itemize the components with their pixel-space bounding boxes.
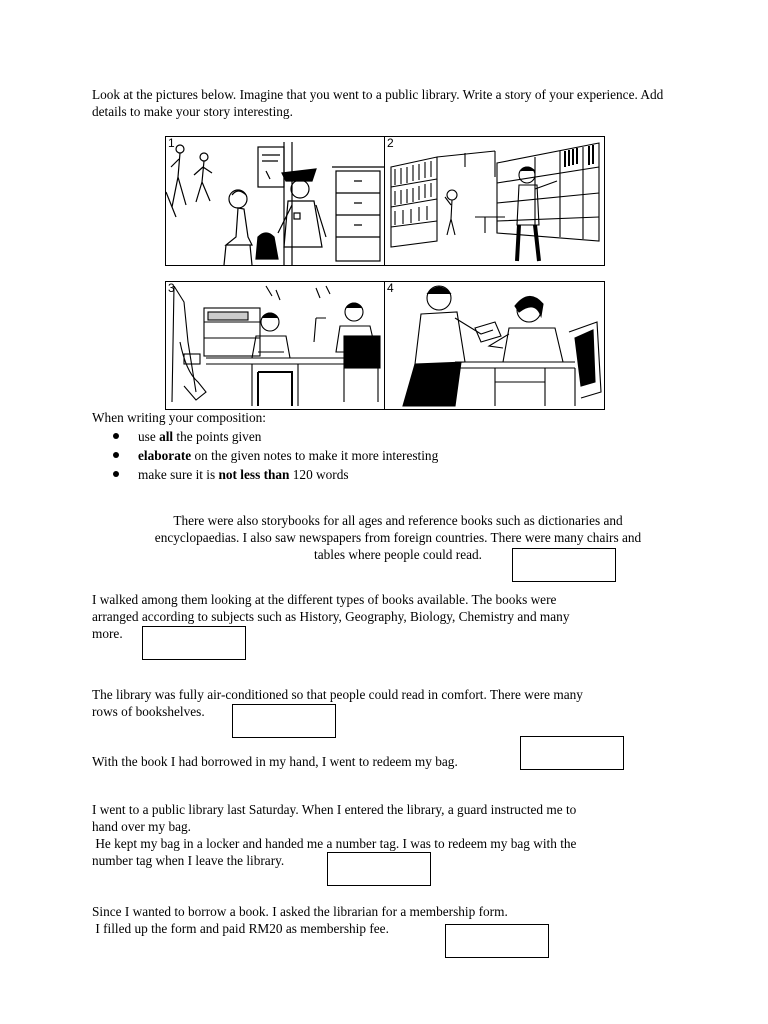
bullet-dot-icon [113, 471, 119, 477]
bullet-text: use [138, 429, 160, 444]
paragraph-line: The library was fully air-conditioned so that people could read in comfort. There were many [92, 687, 583, 702]
paragraph-line: Since I wanted to borrow a book. I asked the librarian for a membership form. [92, 904, 508, 919]
panel-number-1: 1 [168, 136, 175, 150]
bookshelves-illustration [385, 137, 604, 265]
picture-panel-4 [384, 281, 605, 410]
answer-box-3[interactable] [232, 704, 336, 738]
notes-list [92, 427, 438, 484]
panel-number-2: 2 [387, 136, 394, 150]
paragraph-line: arranged according to subjects such as History, Geography, Biology, Chemistry and many [92, 609, 570, 624]
answer-box-4[interactable] [520, 736, 624, 770]
paragraph-line: number tag when I leave the library. [92, 853, 285, 868]
guard-entrance-illustration [166, 137, 385, 265]
paragraph-line: encyclopaedias. I also saw newspapers from foreign countries. There were many chairs and [154, 530, 642, 545]
answer-box-1[interactable] [512, 548, 616, 582]
story-paragraph-6 [92, 903, 692, 937]
bullet-bold-text: elaborate [138, 448, 192, 463]
bullet-bold-text: not less than [218, 467, 290, 482]
bullet-dot-icon [113, 452, 119, 458]
bullet-text: 120 words [289, 467, 349, 482]
panel-number-3: 3 [168, 281, 175, 295]
bullet-text: make sure it is [138, 467, 219, 482]
picture-panel-1 [165, 136, 386, 266]
notes-bullet-3 [92, 465, 438, 484]
picture-panel-3 [165, 281, 386, 410]
reading-room-illustration [166, 282, 385, 409]
answer-box-6[interactable] [445, 924, 549, 958]
paragraph-line: I walked among them looking at the different types of books available. The books were [92, 592, 557, 607]
paragraph-line: I filled up the form and paid RM20 as membership fee. [92, 921, 389, 936]
paragraph-line: tables where people could read. [314, 547, 482, 562]
paragraph-line: He kept my bag in a locker and handed me a number tag. I was to redeem my bag with the [92, 836, 577, 851]
paragraph-line: hand over my bag. [92, 819, 191, 834]
bullet-text: the points given [173, 429, 262, 444]
librarian-counter-illustration [385, 282, 604, 409]
paragraph-line: With the book I had borrowed in my hand, I went to redeem my bag. [92, 754, 458, 769]
notes-heading: When writing your composition: [92, 410, 266, 425]
story-paragraph-3 [92, 686, 712, 720]
bullet-bold-text: all [159, 429, 174, 444]
panel-number-4: 4 [387, 281, 394, 295]
notes-bullet-2 [92, 446, 438, 465]
picture-panel-2 [384, 136, 605, 266]
paragraph-line: more. [92, 626, 123, 641]
paragraph-line: rows of bookshelves. [92, 704, 205, 719]
notes-bullet-1 [92, 427, 438, 446]
instructions-text: Look at the pictures below. Imagine that you went to a public library. Write a story of your experience. Add details to make your story interesting. [92, 87, 664, 119]
answer-box-2[interactable] [142, 626, 246, 660]
bullet-text: on the given notes to make it more interesting [191, 448, 439, 463]
paragraph-line: There were also storybooks for all ages and reference books such as dictionaries and [173, 513, 623, 528]
paragraph-line: I went to a public library last Saturday. When I entered the library, a guard instructed me to [92, 802, 577, 817]
answer-box-5[interactable] [327, 852, 431, 886]
bullet-dot-icon [113, 433, 119, 439]
